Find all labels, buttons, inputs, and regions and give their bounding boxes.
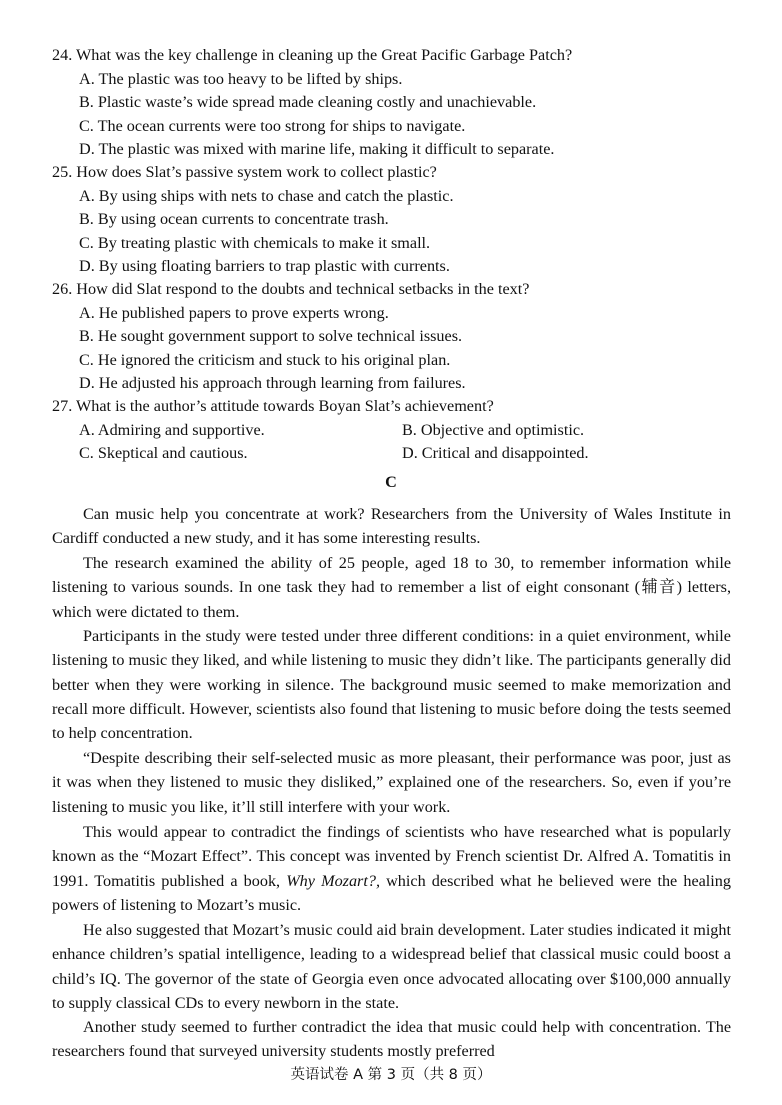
question-25-option-a: A. By using ships with nets to chase and catch the plastic. <box>79 187 454 205</box>
paragraph-5-text-end: which described what he believed were the healing powers of listening to Mozart’s music. <box>52 871 731 914</box>
question-27-option-c: C. Skeptical and cautious. <box>79 444 248 462</box>
question-26-stem: 26. How did Slat respond to the doubts and technical setbacks in the text? <box>52 280 530 298</box>
question-26-option-d: D. He adjusted his approach through learning from failures. <box>79 374 466 392</box>
question-27-option-b: B. Objective and optimistic. <box>402 421 585 439</box>
question-24-stem: 24. What was the key challenge in cleaning up the Great Pacific Garbage Patch? <box>52 46 573 64</box>
passage-paragraph-4: “Despite describing their self-selected music as more pleasant, their performance was poor, just as it was when they listened to music they disliked,” explained one of the researchers. So, even if you’re listening to music you like, it’ll still interfere with your work. <box>52 749 731 816</box>
passage-paragraph-1: Can music help you concentrate at work? Researchers from the University of Wales Institute in Cardiff conducted a new study, and it has some interesting results. <box>52 505 731 548</box>
book-title: Why Mozart?, <box>286 871 380 890</box>
question-26-option-c: C. He ignored the criticism and stuck to his original plan. <box>79 351 451 369</box>
question-26-option-a: A. He published papers to prove experts wrong. <box>79 304 389 322</box>
question-24-option-a: A. The plastic was too heavy to be lifted by ships. <box>79 70 403 88</box>
question-25-stem: 25. How does Slat’s passive system work to collect plastic? <box>52 163 437 181</box>
passage-paragraph-6: He also suggested that Mozart’s music could aid brain development. Later studies indicated it might enhance children’s spatial intelligence, leading to a widespread belief that classical music could boost a child’s IQ. The governor of the state of Georgia even once advocated allocating over $100,000 annually to supply classical CDs to every newborn in the state. <box>52 921 731 1012</box>
passage-paragraph-3: Participants in the study were tested under three different conditions: in a quiet environment, while listening to music they liked, and while listening to music they didn’t like. The participants generally did better when they were working in silence. The background music seemed to make memorization and recall more difficult. However, scientists also found that listening to music before doing the tests seemed to help concentration. <box>52 627 731 743</box>
question-27-option-d: D. Critical and disappointed. <box>402 444 589 462</box>
question-25-option-b: B. By using ocean currents to concentrate trash. <box>79 210 389 228</box>
passage-paragraph-2: The research examined the ability of 25 people, aged 18 to 30, to remember information while listening to various sounds. In one task they had to remember a list of eight consonant (辅音) letters, which were dictated to them. <box>52 554 731 621</box>
question-24-option-d: D. The plastic was mixed with marine life, making it difficult to separate. <box>79 140 555 158</box>
question-24-option-b: B. Plastic waste’s wide spread made cleaning costly and unachievable. <box>79 93 537 111</box>
question-25-option-d: D. By using floating barriers to trap plastic with currents. <box>79 257 450 275</box>
question-26-option-b: B. He sought government support to solve technical issues. <box>79 327 463 345</box>
section-label: C <box>385 473 397 491</box>
page-footer: 英语试卷 A 第 3 页（共 8 页） <box>290 1067 492 1083</box>
question-27-option-a: A. Admiring and supportive. <box>79 421 265 439</box>
passage-paragraph-7: Another study seemed to further contradict the idea that music could help with concentration. The researchers found that surveyed university students mostly preferred <box>52 1018 731 1061</box>
question-27-stem: 27. What is the author’s attitude towards Boyan Slat’s achievement? <box>52 397 494 415</box>
question-25-option-c: C. By treating plastic with chemicals to make it small. <box>79 234 431 252</box>
passage-paragraph-5 <box>52 820 731 917</box>
question-24-option-c: C. The ocean currents were too strong for ships to navigate. <box>79 117 466 135</box>
paragraph-5-text-start: This would appear to contradict the findings of scientists who have researched what is popularly known as the “Mozart Effect”. This concept was invented by French scientist Dr. Alfred A. Tomatitis in 1991. Tomatitis published a book, <box>52 823 731 890</box>
